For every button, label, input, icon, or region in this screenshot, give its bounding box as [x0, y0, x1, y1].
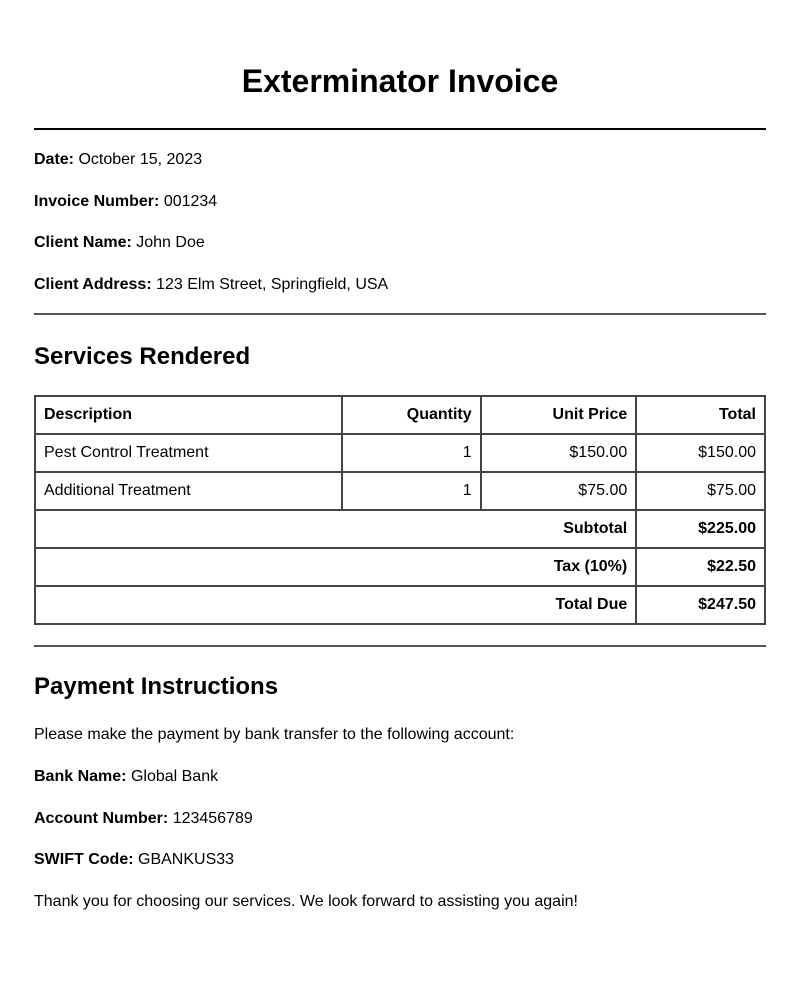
thank-you-note: Thank you for choosing our services. We look forward to assisting you again!	[34, 893, 578, 910]
column-header-quantity: Quantity	[342, 396, 481, 434]
table-row	[35, 434, 765, 472]
invoice-date	[34, 150, 766, 170]
total-due-label: Total Due	[35, 586, 636, 624]
row-unit-price: $75.00	[481, 472, 637, 510]
tax-value: $22.50	[636, 548, 765, 586]
table-header-row	[35, 396, 765, 434]
invoice-date-value: October 15, 2023	[78, 151, 203, 168]
swift-code	[34, 850, 766, 870]
row-total: $150.00	[636, 434, 765, 472]
column-header-description: Description	[35, 396, 342, 434]
payment-intro: Please make the payment by bank transfer to the following account:	[34, 726, 515, 743]
total-due-row	[35, 586, 765, 624]
swift-code-label: SWIFT Code:	[34, 851, 134, 868]
bank-name-value: Global Bank	[130, 768, 219, 785]
invoice-date-label: Date:	[34, 151, 75, 168]
column-header-unit-price: Unit Price	[481, 396, 637, 434]
subtotal-label: Subtotal	[35, 510, 636, 548]
tax-label: Tax (10%)	[35, 548, 636, 586]
account-number-value: 123456789	[172, 810, 253, 827]
subtotal-row	[35, 510, 765, 548]
subtotal-value: $225.00	[636, 510, 765, 548]
row-quantity: 1	[342, 434, 481, 472]
client-address	[34, 275, 766, 295]
client-address-label: Client Address:	[34, 276, 152, 293]
table-row	[35, 472, 765, 510]
page-title: Exterminator Invoice	[241, 63, 559, 99]
client-name-value: John Doe	[136, 234, 205, 251]
row-unit-price: $150.00	[481, 434, 637, 472]
swift-code-value: GBANKUS33	[138, 851, 235, 868]
section-divider	[34, 313, 766, 315]
account-number-label: Account Number:	[34, 810, 169, 827]
bank-name-label: Bank Name:	[34, 768, 127, 785]
title-divider	[34, 128, 766, 130]
invoice-number	[34, 192, 766, 212]
invoice-number-label: Invoice Number:	[34, 193, 160, 210]
row-quantity: 1	[342, 472, 481, 510]
tax-row	[35, 548, 765, 586]
payment-heading: Payment Instructions	[34, 673, 279, 700]
column-header-total: Total	[636, 396, 765, 434]
client-address-value: 123 Elm Street, Springfield, USA	[156, 276, 389, 293]
bank-name	[34, 767, 766, 787]
account-number	[34, 809, 766, 829]
row-total: $75.00	[636, 472, 765, 510]
services-table	[34, 395, 766, 625]
row-description: Pest Control Treatment	[35, 434, 342, 472]
services-heading: Services Rendered	[34, 343, 251, 370]
client-name-label: Client Name:	[34, 234, 132, 251]
total-due-value: $247.50	[636, 586, 765, 624]
invoice-number-value: 001234	[163, 193, 218, 210]
section-divider	[34, 645, 766, 647]
row-description: Additional Treatment	[35, 472, 342, 510]
client-name	[34, 233, 766, 253]
